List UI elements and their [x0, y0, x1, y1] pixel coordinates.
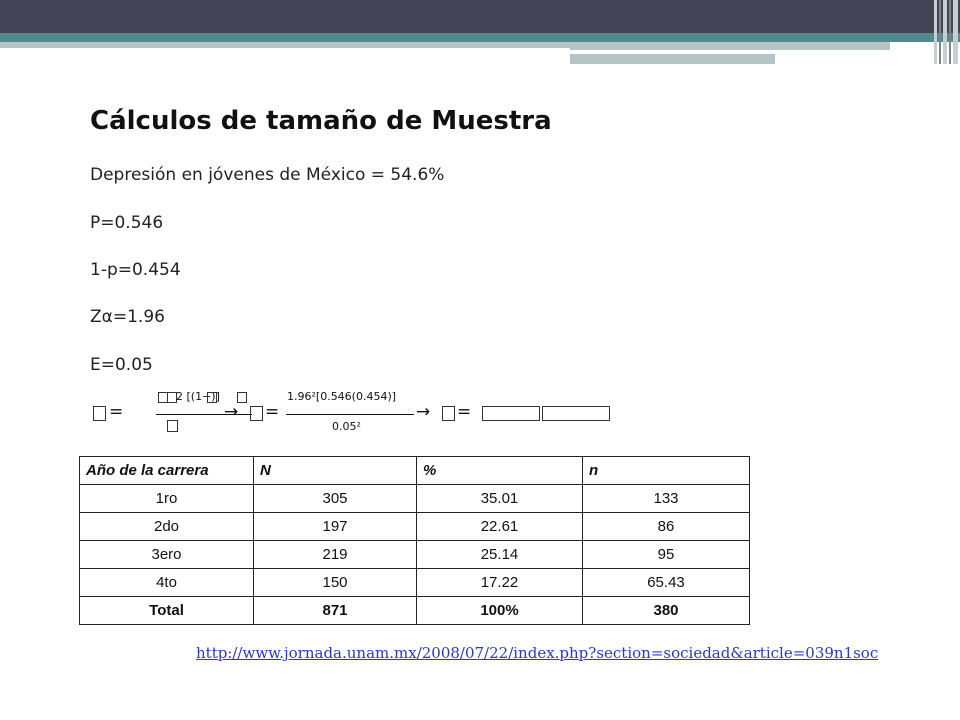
table-cell: 150 — [254, 569, 417, 597]
table-cell: 65.43 — [583, 569, 750, 597]
formula-symbol-e — [167, 420, 178, 432]
table-cell: 100% — [417, 597, 583, 625]
slide-title: Cálculos de tamaño de Muestra — [90, 106, 552, 136]
table-row — [80, 541, 750, 569]
table-header-percent: % — [417, 457, 583, 485]
table-cell: 17.22 — [417, 569, 583, 597]
formula-symbol-n — [442, 406, 455, 421]
formula-numerator-values: 1.96²[0.546(0.454)] — [287, 390, 397, 403]
text-line-q: 1-p=0.454 — [90, 260, 181, 280]
text-line-p: P=0.546 — [90, 213, 164, 233]
table-cell: 197 — [254, 513, 417, 541]
formula-equals: = — [109, 402, 124, 422]
header-bar — [0, 0, 960, 33]
table-cell: 219 — [254, 541, 417, 569]
header-accent-bar — [0, 33, 960, 42]
header-vertical-stripes — [932, 0, 960, 64]
formula-equals: = — [457, 402, 472, 422]
formula-symbol-p — [207, 392, 217, 403]
table-cell: 871 — [254, 597, 417, 625]
text-line-prevalence: Depresión en jóvenes de México = 54.6% — [90, 165, 445, 185]
table-cell: 25.14 — [417, 541, 583, 569]
formula-symbol-n — [250, 406, 263, 421]
formula-numerator: 2 [(1−)] — [176, 390, 220, 403]
table-cell: Total — [80, 597, 254, 625]
table-cell: 4to — [80, 569, 254, 597]
table-header-row — [80, 457, 750, 485]
source-link[interactable]: http://www.jornada.unam.mx/2008/07/22/index.php?section=sociedad&article=039n1soc — [196, 644, 879, 662]
table-header-n-sample: n — [583, 457, 750, 485]
formula-result-placeholder — [482, 406, 540, 421]
formula-arrow: → — [416, 402, 431, 422]
formula-equals: = — [265, 402, 280, 422]
table-header-year: Año de la carrera — [80, 457, 254, 485]
table-cell: 2do — [80, 513, 254, 541]
header-stripe-left — [0, 42, 570, 48]
formula-fraction-bar — [286, 414, 414, 415]
table-row — [80, 485, 750, 513]
formula-result-placeholder — [542, 406, 610, 421]
table-cell: 86 — [583, 513, 750, 541]
formula-denominator-values: 0.05² — [332, 420, 361, 433]
table-cell: 1ro — [80, 485, 254, 513]
sample-size-formula — [90, 392, 610, 440]
table-cell: 35.01 — [417, 485, 583, 513]
formula-symbol-n — [93, 406, 106, 421]
table-cell: 3ero — [80, 541, 254, 569]
table-cell: 380 — [583, 597, 750, 625]
table-row — [80, 513, 750, 541]
table-header-n-total: N — [254, 457, 417, 485]
table-row — [80, 569, 750, 597]
table-cell: 22.61 — [417, 513, 583, 541]
text-line-z: Zα=1.96 — [90, 307, 165, 327]
header-stripe-lower — [570, 54, 775, 64]
table-total-row — [80, 597, 750, 625]
sample-table — [79, 456, 750, 625]
formula-arrow: → — [224, 402, 239, 422]
header-stripe-divider — [570, 50, 890, 52]
table-cell: 95 — [583, 541, 750, 569]
table-cell: 133 — [583, 485, 750, 513]
text-line-e: E=0.05 — [90, 355, 153, 375]
table-cell: 305 — [254, 485, 417, 513]
formula-symbol-p — [237, 392, 247, 403]
